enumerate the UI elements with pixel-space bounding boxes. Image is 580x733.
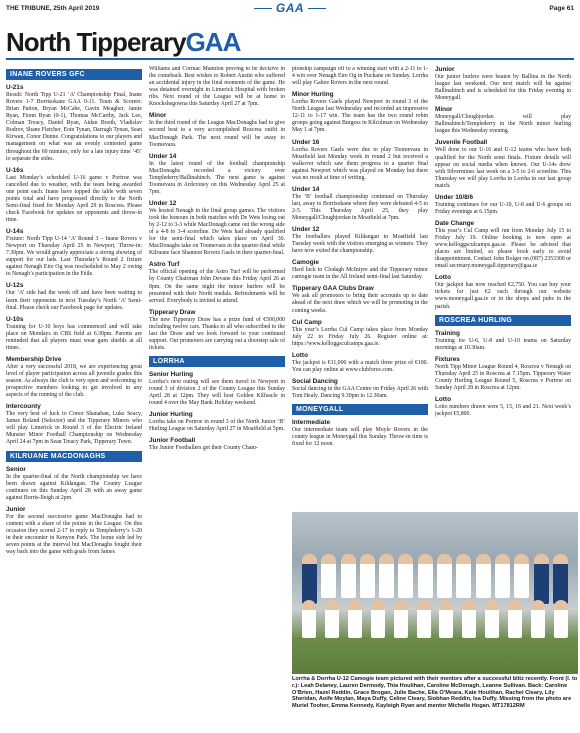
story-title: Date Change [435,219,475,227]
story-body: After a very successful 2018, we are experiencing great level of player participation across all juvenile grades this season. As always the club is very open and welcoming to prospective members looking to get involved in any aspects of the running of the club. [6,363,142,399]
story-body: In the quarter-final of the North championship we have been drawn against Kildangan. The County League continues on this Sunday April 28 with an away game against Borris-Ileigh at 2pm. [6,473,142,501]
story-body: In the third round of the League MacDonaghs had to give second best to a very accomplished Roscrea outfit in MacDonagh Park. The next round will be away to Toomevara. [149,120,285,148]
story-body: The ‘B’ football championship continued on Thursday last, away to Borrisokane where they were defeated 4-5 to 2-5. This Thursday April 25, they play Moneygall/Cloughjordan in Moatfield at 7pm. [292,193,428,221]
story-title: Cul Camp [292,318,322,326]
story-body: The official opening of the Astro Turf will be performed by County Chairman John Devane this Friday April 26 at 8pm. On the same night the minor hurlers will be presented with their North medals. Refreshments will be served. Everybody is invited to attend. [149,269,285,304]
story-title: Senior Hurling [149,371,194,378]
story-body: Our ‘A’ side had the week off and have been waiting to learn their opponents in next Tuesday’s North ‘A’ Semi-final. Please check our Facebook page for updates. [6,290,142,311]
news-story [292,319,428,348]
news-story [435,194,571,216]
story-title: Camogie [292,259,319,267]
news-story [149,153,285,196]
story-body: The jackpot is €11,000 with a match three prize of €100. You can play online at www.clubforce.com. [292,359,428,373]
story-body: The footballers played Kildangan in Moatfield last Tuesday week with the visitors emerging as winners. They have now exited the championship. [292,234,428,255]
story-title: Lotto [292,351,308,359]
news-story [149,66,285,108]
story-body: Lotto numbers drawn were 5, 15, 16 and 21. Next week’s jackpot €5,800. [435,403,571,417]
story-title: Tipperary Draw [149,308,196,316]
story-title: Tipperary GAA Clubs Draw [292,285,374,293]
section-header: ROSCREA HURLING [435,315,571,326]
story-title: U-10s [6,315,24,323]
story-title: Junior [435,66,455,73]
story-body: Lorrha’s next outing will see them travel to Newport in round 3 of division 2 of the County League this Sunday April 28 at 12pm. They will host Golden Kilfeacle in round 4 over the May Bank Holiday weekend. [149,379,285,407]
story-body: Training continues for our U-10, U-8 and U-6 groups on Friday evenings at 6.15pm. [435,201,571,215]
news-story [292,186,428,222]
story-title: Intercounty [6,403,41,411]
news-story [292,419,428,448]
story-body: Result: North Tipp U-21 ‘A’ Championship Final, Inane Rovers 1-7 Borrisokane GAA 0-11. Team & Scorers: Brian Patton, Bryan McCabe, Gavin Meagher, Jamie Ryan, Fionn Ryan (0-1), Thomas McCarthy, Jack Lee, Colman Treacy, Daniel Ryan, Aidan Booth, Vladislav Bodrov, Shane Fletcher, Eoin Tynan, Darragh Tynan, Sean Kirwan, Conor Dunne. Congratulations to our players and management on what was an evenly contested game throughout the 60 minutes, only for a late injury time ‘45’ to separate the sides. [6,92,142,162]
photo-front-row [302,600,568,638]
news-story [292,259,428,281]
masthead [0,0,580,17]
story-body: This year’s Lorrha Cul Camp takes place from Monday July 22 to Friday July 26. Register online at: https://www.kelloggsculcamps.gaa.ie. [292,326,428,347]
story-body: Training for U-6, U-8 and U-10 teams on Saturday mornings at 10.30am. [435,337,571,351]
story-body: We ask all promoters to bring their accounts up to date ahead of the next draw which we will be promoting in the coming weeks. [292,293,428,314]
story-body: This year’s Cul Camp will run from Monday July 15 to Friday July 19. Online booking is now open at www.kelloggsculcamps.gaa.ie. Please be advised that places are limited, so please book early to avoid disappointment. Contact John Bolger on (087) 2353300 or email secretary.moneygall.tipperary@gaa.ie [435,227,571,270]
column-1 [6,66,142,727]
news-story [6,356,142,399]
news-story [149,371,285,407]
story-body: North Tipp Minor League Round 4, Roscrea v Nenagh on Thursday April 25 in Roscrea at 7.15pm. Tipperary Water County Hurling League Round 5, Roscrea v Portroe on Sunday April 28 in Roscrea at 12pm. [435,363,571,391]
story-title: Training [435,329,460,337]
section-header: KILRUANE MACDONAGHS [6,451,142,462]
column-3 [292,66,428,509]
photo-caption: Lorrha & Dorrha U-12 Camogie team pictured with their mentors after a successful blitz recently. Front (l. to r.): Leah Delaney, Lauren Dermody, Thia Houlihan, Caroline McDonagh, Leanne Sullivan. Back: Caroline O’Brien, Hazel Reddin, Grace Brogan, Julie Bache, Ella O’Meara, Kate Houlihan, Rachel Cleary, Lily Sheridan, Aoife Moylan, Maya Duffy, Celine Cleary, Siobhan Reddin, Isa Duffy. Missing from the photo are Muriel Tooher, Emma Kennedy, Kayleigh Ryan and mentor Michelle Hogan. MT17812RM [292,676,578,710]
news-story [435,396,571,418]
story-body: The Junior Footballers get their County Cham- [149,445,258,452]
news-story [435,330,571,352]
photo-back-row [302,554,568,604]
story-body: Social dancing in the GAA Centre on Friday April 26 with Tom Healy. Dancing 9.30pm to 12.30am. [292,385,428,399]
column-2 [149,66,285,727]
news-story [292,378,428,400]
story-body: Our intermediate team will play Moyle Rovers in the county league in Moneygall this Sunday. Throw-in time is fixed for 12 noon. [292,427,428,448]
news-story [149,200,285,257]
story-body: Hard luck to Clodagh McIntyre and the Tipperary minor camogie team in the All Ireland semi-final last Saturday. [292,267,428,281]
page-headline [6,19,240,55]
story-title: Intermediate [292,419,331,426]
story-body: We hosted Nenagh in the final group games. The visitors took the honours in both matches with De Wets losing out by 2-12 to 3-3 while MacDonagh came out the wrong side of a 4-8 to 3-4 scoreline. De Wets had already qualified for the semi-final which takes place on April 30. MacDonaghs take on Toomevara in the quarter-final while Kilruane face Shannon Rovers Gaels in their quarter-final. [149,207,285,257]
news-story [6,403,142,446]
team-photo [292,512,578,674]
story-body: In the latest round of the football championship MacDonaghs recorded a victory over Templederry/Ballinahinch. The next game is against Toomevara in Ardcroney on this Wednesday April 25 at 7pm. [149,160,285,195]
masthead-page: Page 61 [549,5,574,12]
news-story [149,112,285,148]
news-story [292,66,428,87]
headline-part1: North Tipperary [6,27,186,57]
story-body: Lorrha take on Portroe in round 3 of the North Junior ‘B’ Hurling League on Saturday April 27 in Moatfield at 5pm. [149,419,285,433]
news-story [6,506,142,556]
story-title: Fixtures [435,355,460,363]
story-title: Under 14 [149,152,177,160]
story-title: U-21s [6,84,24,91]
section-header: LORRHA [149,356,285,367]
column-4 [435,66,571,509]
story-title: Junior [6,505,26,513]
news-story [149,437,285,452]
story-title: Minor Hurling [292,91,334,99]
story-title: Under 12 [292,226,320,234]
story-title: Under 12 [149,199,177,207]
news-story [435,220,571,270]
masthead-section: GAA [0,1,580,15]
story-title: Juvenile Football [435,139,488,147]
story-body: The very best of luck to Conor Shanahan, Luke Seacy, James Boland (Selector) and the Tipperary Minors who will play Limerick in Round 3 of the Electric Ireland Munster Minor Football Championship on Wednesday April 24 at 7pm in Sean Treacy Park, Tipperary Town. [6,411,142,446]
story-title: Lotto [435,274,451,282]
news-story [435,66,571,102]
story-title: Under 14 [292,185,320,193]
masthead-paper: THE TRIBUNE, 25th April 2019 [6,5,100,12]
story-title: Senior [6,465,26,473]
story-title: Membership Drive [6,355,62,363]
news-story [435,139,571,189]
story-title: Minor [435,106,453,114]
section-header: INANE ROVERS GFC [6,69,142,80]
story-title: Under 10/8/6 [435,193,474,201]
news-story [149,309,285,352]
story-title: Minor [149,112,167,120]
news-story [6,167,142,224]
story-title: Junior Hurling [149,411,193,419]
story-body: Williams and Cormac Mannion proving to be decisive in the comeback. Best wishes to Robert Austin who suffered an accidental injury in the final moments of the game. He was detained overnight in Limerick Hospital with broken ribs. Next round of the League will be at home to Knockshegowna this Saturday April 27 at 7pm. [149,66,285,108]
news-story [292,352,428,374]
story-body: For the second successive game MacDonaghs had to content with a share of the points in the League. On this occasion they scored 2-17 in reply to Templederry’s 1-20 in their encounter in Kenyon Park. The home side led by seven points at the interval but MacDonaghs fought their way back into the game with goals from James [6,513,142,556]
news-story [435,106,571,135]
headline-rule [6,58,574,60]
story-body: The new Tipperary Draw has a prize fund of €500,000 including twelve cars. Thanks to all who subscribed to the last the Draw and we look forward to your continued support. Our promoters are carrying out a doorstep sale of tickets. [149,316,285,351]
news-story [292,285,428,314]
news-story [6,228,142,278]
news-story [149,411,285,433]
story-body: Lorrha Rovers Gaels played Newport in round 3 of the North League last Wednesday and recorded an impressive 12-11 to 1-17 win. The team has the two round robin groups going against Burgess in Kilcolman on Wednesday May 1 at 7pm. [292,99,428,134]
story-body: Lorrha Rovers Gaels were due to play Toomevara in Moatfield last Monday week in round 2 but received a walkover which saw them progress to a quarter final against Newport which was played on Monday but there was no result at time of writing. [292,146,428,181]
section-header: MONEYGALL [292,404,428,415]
story-body: Well done to our U-16 and U-12 teams who have both qualified for the North semi finals. Fixture details will appear on social media when known. Our U-14s drew with Silvermines last week on a 3-5 to 2-6 scoreline. This Thursday we will play Lorrha in Lorrha in our last group match. [435,147,571,189]
story-body: Training for U-10 boys has commenced and will take place on Mondays in CBS field at 6.30pm. Parents are reminded that all players must wear gum shields at all times. [6,323,142,351]
story-title: Lotto [435,395,451,403]
story-title: Junior Football [149,437,196,445]
story-title: U-12s [6,282,24,290]
news-story [435,274,571,310]
story-title: Under 16 [292,138,320,146]
story-body: Moneygall/Cloughjordan will play Ballinahinch/Templederry in the North minor hurling league this Wednesday evening. [435,114,571,135]
story-title: U-14s [6,228,24,236]
news-story [435,356,571,392]
news-story [292,91,428,134]
news-story [6,316,142,352]
story-title: U-16s [6,166,24,174]
news-story [292,139,428,182]
story-title: Astro Turf [149,261,180,269]
story-body: Fixture: North Tipp U-14 ‘A’ Round 3 – Inane Rovers v Newport on Thursday April 25 in Newport, Throw-in: 7.30pm. We would greatly appreciate a strong showing of support for our lads. Last Thursday’s Round 2 fixture against Nenagh Eire Og was rescheduled to May 2 owing to Nenagh’s participation in the Féile. [6,236,142,278]
news-story [6,84,142,163]
story-body: Our junior hurlers were beaten by Ballina in the North league last weekend. Our next match will be against Ballinahinch and is scheduled for this Friday evening in Moneygall. [435,74,571,102]
news-story [292,226,428,255]
headline-part2: GAA [185,27,241,57]
story-title: Social Dancing [292,377,338,385]
story-body: pionship campaign off to a winning start with a 2-11 to 1-4 win over Nenagh Eire Og in Puckane on Sunday. Lorrha will play Galtee Rovers in the next round. [292,66,428,87]
news-story [6,282,142,311]
news-story [6,466,142,502]
news-story [149,261,285,304]
story-body: Last Monday’s scheduled U-16 game v Portroe was cancelled due to weather, with the team being awarded one point each. Inane have topped the table with seven points total and have progressed directly to the North Semi-final fixed for Monday April 29 in Roscrea. Please check Facebook for updates on opponents and throw-in time. [6,174,142,223]
story-body: Our jackpot has now reached €2,750. You can buy your tickets for just €2 each through our website www.moneygall.gaa.ie or in the shops and pubs in the parish. [435,282,571,310]
